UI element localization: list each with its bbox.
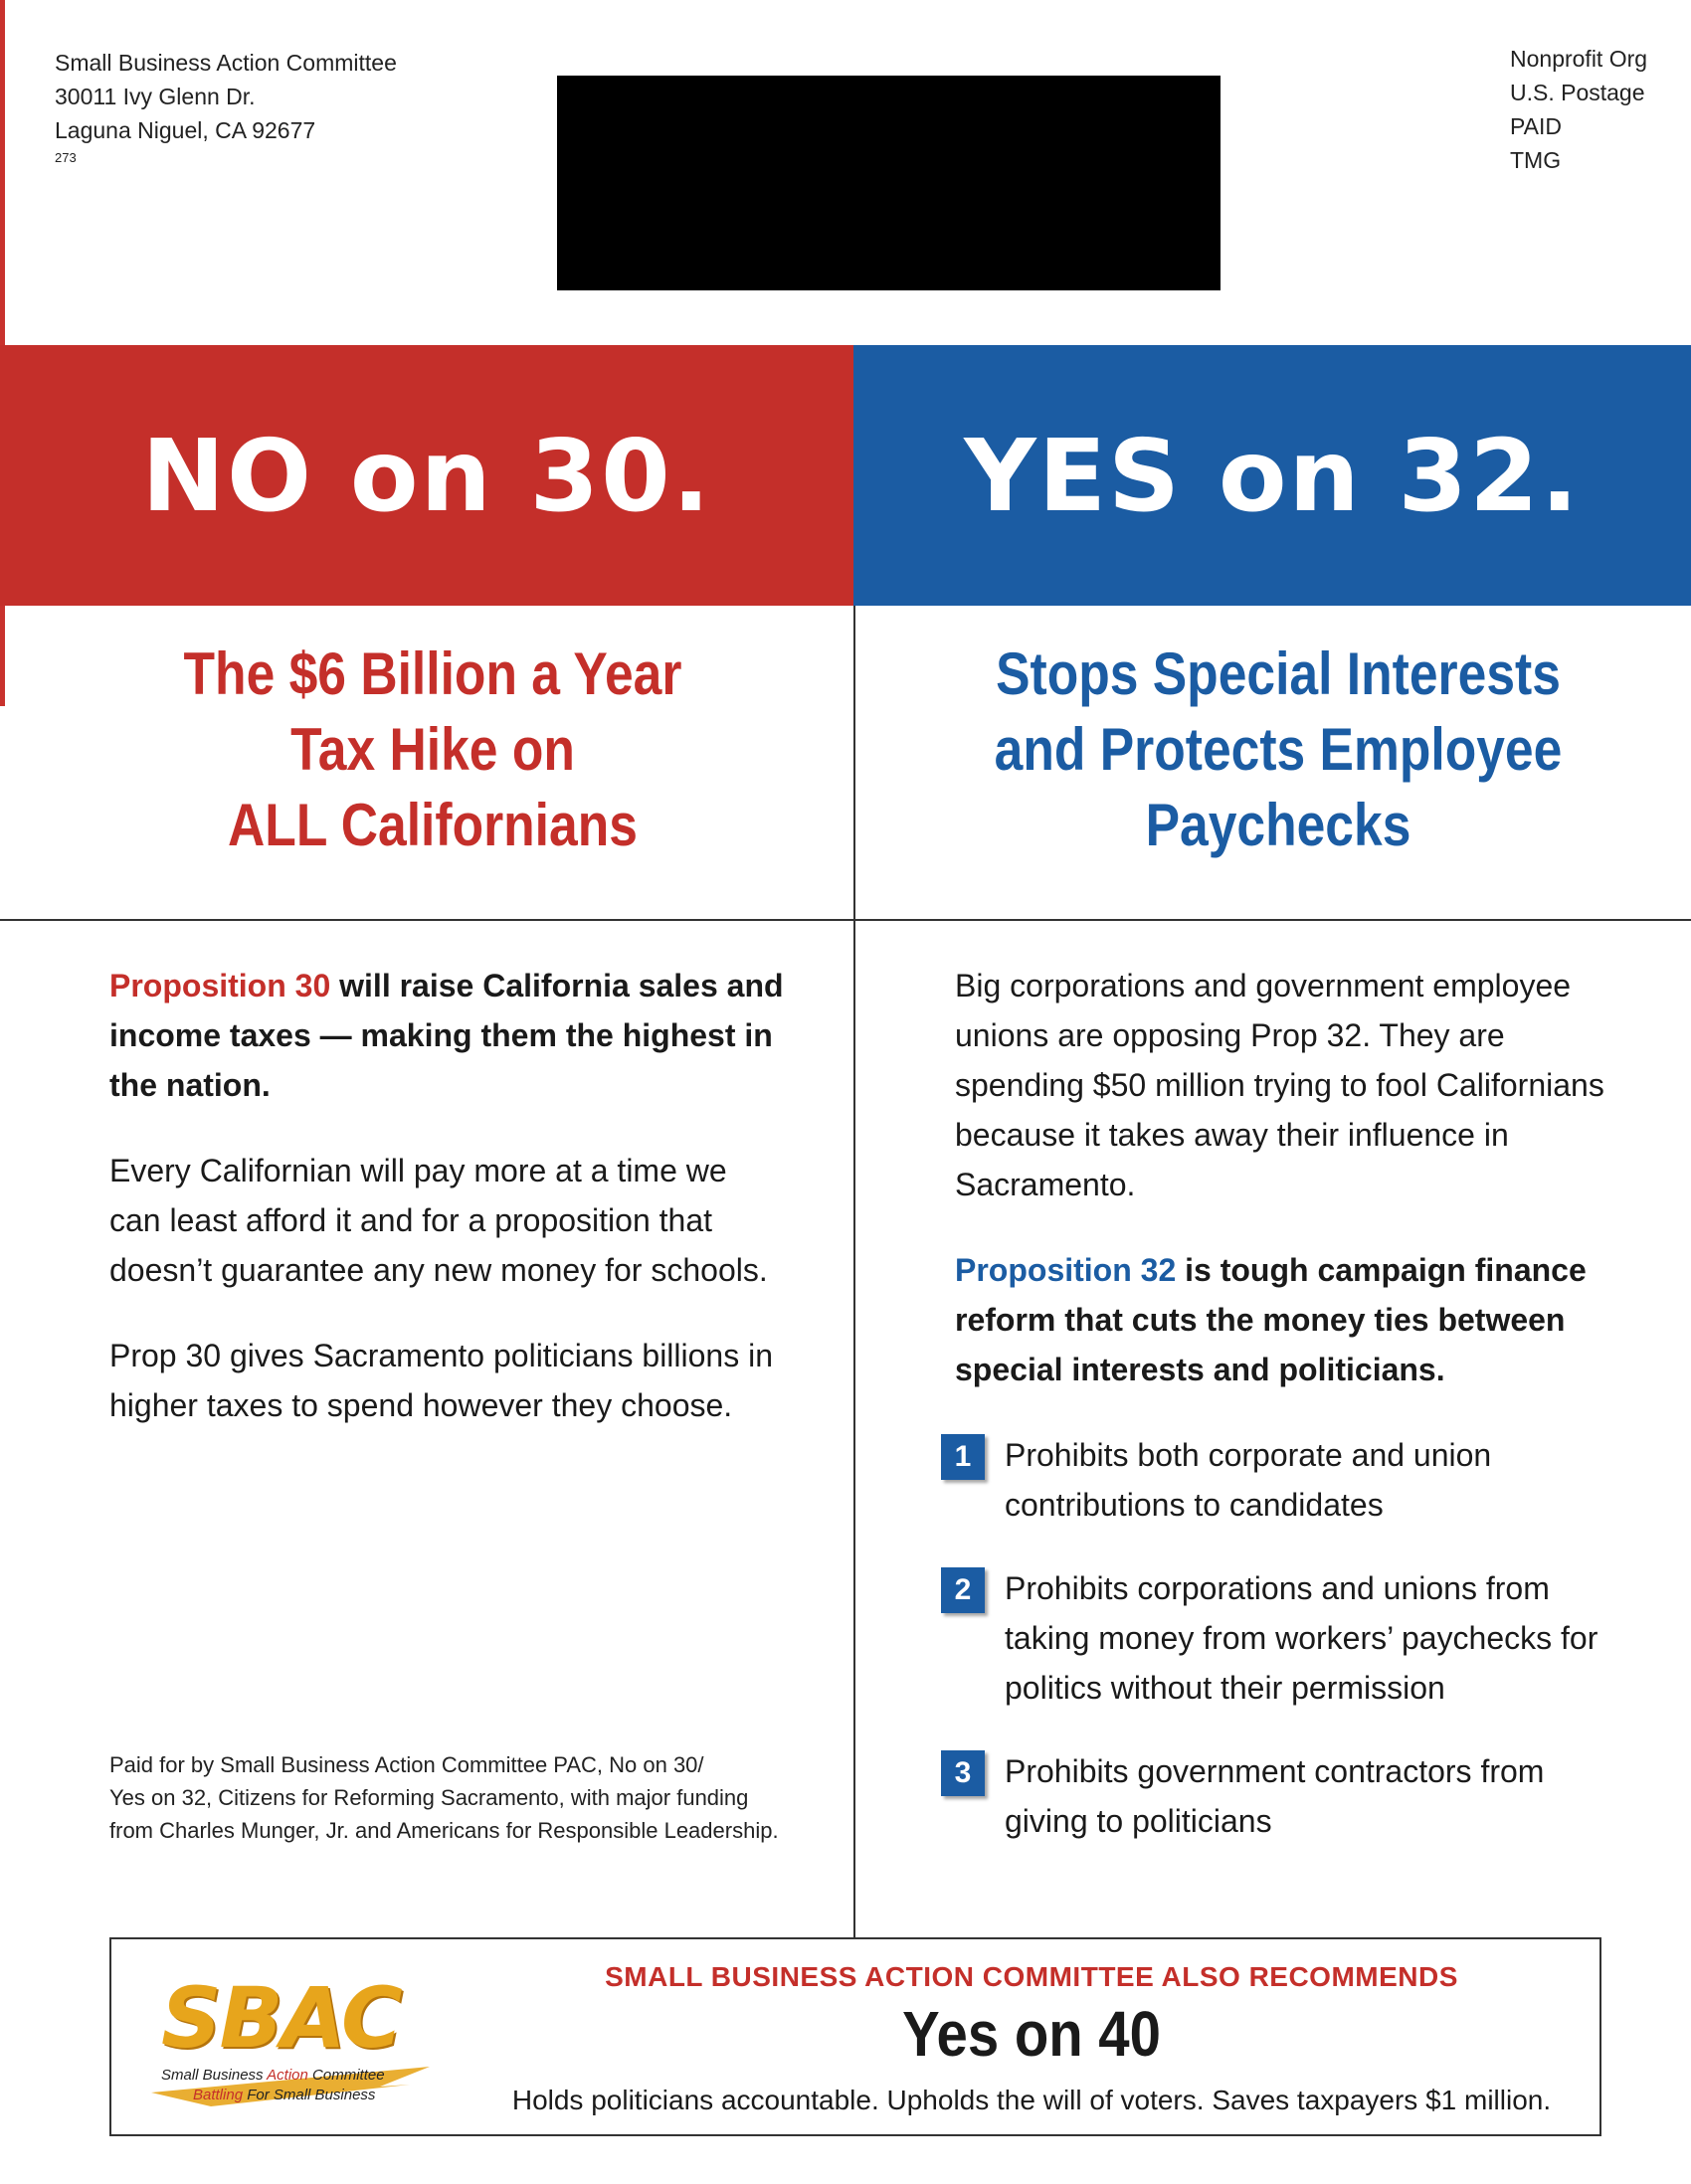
list-item	[955, 1746, 1631, 1846]
headline-band-right	[853, 345, 1691, 606]
paid-for-disclaimer	[109, 1748, 846, 1847]
prohibitions-list	[955, 1430, 1631, 1846]
return-address-line: Laguna Niguel, CA 92677	[55, 117, 316, 143]
return-address-code: 273	[55, 150, 77, 165]
disclaimer-line: Yes on 32, Citizens for Reforming Sacramento, with major funding	[109, 1785, 749, 1810]
return-address	[55, 46, 397, 169]
headline-band-left	[0, 345, 853, 606]
subhead-line: Stops Special Interests	[996, 640, 1561, 707]
postage-line: U.S. Postage	[1510, 80, 1645, 105]
column-divider	[853, 606, 855, 1938]
subhead-right	[940, 637, 1615, 863]
logo-tagline: Small Business Action Committee	[161, 2067, 385, 2084]
prop-30-label: Proposition 30	[109, 968, 331, 1003]
subhead-left	[94, 637, 770, 863]
number-badge: 2	[941, 1567, 985, 1613]
paragraph	[109, 961, 786, 1110]
subhead-line: Tax Hike on	[290, 716, 575, 783]
headline-yes-32: YES on 32.	[964, 417, 1581, 534]
subhead-line: The $6 Billion a Year	[183, 640, 682, 707]
paragraph	[955, 1245, 1631, 1394]
right-column-body	[955, 961, 1631, 1880]
section-divider	[0, 919, 1691, 921]
disclaimer-line: from Charles Munger, Jr. and Americans for Responsible Leadership.	[109, 1818, 779, 1843]
postage-line: TMG	[1510, 147, 1562, 173]
postage-indicia	[1510, 42, 1647, 177]
list-item	[955, 1563, 1631, 1713]
redacted-address-block	[557, 76, 1221, 290]
number-badge: 1	[941, 1434, 985, 1480]
subhead-line: ALL Californians	[228, 792, 638, 858]
headline-no-30: NO on 30.	[141, 417, 712, 534]
list-item-text: Prohibits government contractors from giving to politicians	[1005, 1753, 1545, 1839]
recommendation-box	[109, 1937, 1601, 2136]
subhead-line: and Protects Employee	[994, 716, 1563, 783]
left-column-body	[109, 961, 786, 1466]
paragraph-text: will raise California sales and income taxes — making them the highest in the nation.	[109, 968, 784, 1103]
return-address-line: 30011 Ivy Glenn Dr.	[55, 84, 256, 109]
postage-line: PAID	[1510, 113, 1562, 139]
list-item-text: Prohibits both corporate and union contributions to candidates	[1005, 1437, 1492, 1523]
postage-line: Nonprofit Org	[1510, 46, 1648, 72]
prop-32-label: Proposition 32	[955, 1252, 1177, 1288]
logo-wordmark: SBAC	[161, 1969, 401, 2067]
paragraph: Every Californian will pay more at a time we can least afford it and for a proposition that doesn’t guarantee any new money for schools.	[109, 1153, 768, 1288]
yes-on-40-description: Holds politicians accountable. Upholds the will of voters. Saves taxpayers $1 million.	[511, 2085, 1552, 2115]
logo-tagline: Battling For Small Business	[193, 2087, 376, 2103]
list-item-text: Prohibits corporations and unions from taking money from workers’ paychecks for politics without their permission	[1005, 1570, 1598, 1706]
also-recommends-heading: SMALL BUSINESS ACTION COMMITTEE ALSO RECOMMENDS	[605, 1961, 1458, 1992]
list-item	[955, 1430, 1631, 1530]
paragraph: Prop 30 gives Sacramento politicians billions in higher taxes to spend however they choose.	[109, 1338, 774, 1423]
subhead-line: Paychecks	[1145, 792, 1411, 858]
paragraph: Big corporations and government employee unions are opposing Prop 32. They are spending $50 million trying to fool Californians because it takes away their influence in Sacramento.	[955, 968, 1604, 1202]
number-badge: 3	[941, 1750, 985, 1796]
yes-on-40-heading: Yes on 40	[902, 1998, 1161, 2070]
disclaimer-line: Paid for by Small Business Action Committee PAC, No on 30/	[109, 1752, 704, 1777]
sbac-logo	[151, 1969, 440, 2108]
paragraph-text: is tough campaign finance reform that cuts the money ties between special interests and politicians.	[955, 1252, 1587, 1387]
return-address-line: Small Business Action Committee	[55, 50, 397, 76]
